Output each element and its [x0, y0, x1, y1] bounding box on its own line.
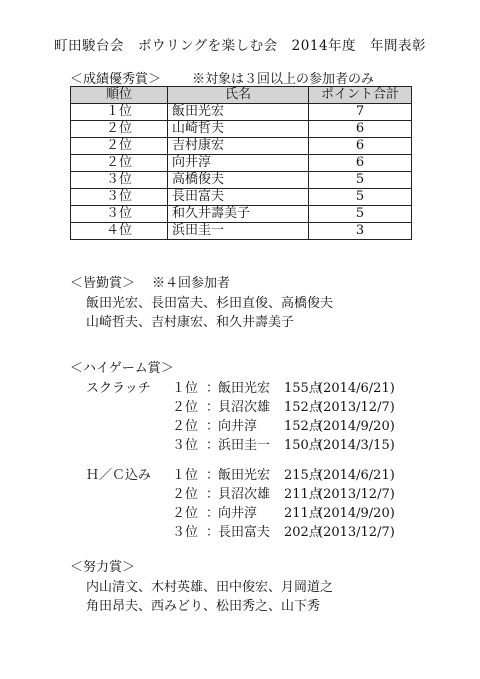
hg-rank: ２位 — [172, 419, 199, 434]
hg-rank: ３位 — [172, 438, 199, 453]
doryoku-heading: ＜努力賞＞ — [70, 560, 136, 575]
table-row — [71, 206, 412, 223]
hg-rank: ３位 — [172, 525, 199, 540]
list-item — [172, 415, 395, 434]
hg-rank: １位 — [172, 381, 199, 396]
list-item — [172, 483, 395, 502]
hg-name: 飯田光宏 — [218, 468, 271, 483]
hg-date: (2014/6/21) — [318, 468, 395, 483]
points-cell: 7 — [309, 104, 412, 121]
hg-rank: ２位 — [172, 400, 199, 415]
hg-name: 飯田光宏 — [218, 381, 271, 396]
col-rank-header: 順位 — [71, 87, 168, 104]
ranking-table — [70, 86, 412, 240]
name-cell: 浜田圭一 — [168, 223, 309, 240]
points-cell: 6 — [309, 138, 412, 155]
table-row — [71, 172, 412, 189]
seiseki-note: ※対象は３回以上の参加者のみ — [192, 72, 375, 87]
hg-score: 150点 — [284, 438, 322, 453]
hg-sep: ： — [206, 438, 220, 453]
list-item — [172, 502, 395, 521]
ranking-header-row — [71, 87, 412, 104]
col-points-header: ポイント合計 — [309, 87, 412, 104]
hg-date: (2014/3/15) — [318, 438, 395, 453]
list-item — [172, 396, 395, 415]
page-title: 町田駿台会 ボウリングを楽しむ会 2014年度 年間表彰 — [53, 38, 427, 54]
hg-name: 長田富夫 — [218, 525, 271, 540]
hg-rank: １位 — [172, 468, 199, 483]
kaikin-line-2: 山崎哲夫、吉村康宏、和久井壽美子 — [86, 315, 295, 330]
rank-cell: ２位 — [71, 138, 168, 155]
doryoku-line-1: 内山清文、木村英雄、田中俊宏、月岡道之 — [86, 580, 334, 595]
hg-sep: ： — [206, 487, 220, 502]
hg-name: 浜田圭一 — [218, 438, 271, 453]
hg-date: (2013/12/7) — [318, 487, 395, 502]
table-row — [71, 121, 412, 138]
rank-cell: ３位 — [71, 189, 168, 206]
table-row — [71, 155, 412, 172]
seiseki-heading: ＜成績優秀賞＞ — [70, 72, 162, 87]
list-item — [172, 521, 395, 540]
hg-date: (2013/12/7) — [318, 525, 395, 540]
rank-cell: ２位 — [71, 155, 168, 172]
hg-score: 211点 — [284, 487, 322, 502]
rank-cell: ４位 — [71, 223, 168, 240]
hg-name: 貝沼次雄 — [218, 400, 271, 415]
hg-sep: ： — [206, 525, 220, 540]
points-cell: 6 — [309, 155, 412, 172]
kaikin-note: ※４回参加者 — [152, 276, 231, 291]
points-cell: 3 — [309, 223, 412, 240]
table-row — [71, 104, 412, 121]
list-item — [172, 464, 395, 483]
hg-rank: ２位 — [172, 487, 199, 502]
list-item — [172, 377, 395, 396]
name-cell: 向井淳 — [168, 155, 309, 172]
points-cell: 5 — [309, 172, 412, 189]
name-cell: 山崎哲夫 — [168, 121, 309, 138]
hg-date: (2014/6/21) — [318, 381, 395, 396]
name-cell: 高橋俊夫 — [168, 172, 309, 189]
name-cell: 吉村康宏 — [168, 138, 309, 155]
points-cell: 5 — [309, 206, 412, 223]
doryoku-line-2: 角田昂夫、西みどり、松田秀之、山下秀 — [86, 599, 321, 614]
name-cell: 長田富夫 — [168, 189, 309, 206]
handicap-label: Ｈ／Ｃ込み — [86, 468, 152, 483]
points-cell: 6 — [309, 121, 412, 138]
hg-score: 152点 — [284, 419, 322, 434]
rank-cell: ２位 — [71, 121, 168, 138]
hg-score: 155点 — [284, 381, 322, 396]
hg-rank: ２位 — [172, 506, 199, 521]
hg-name: 向井淳 — [218, 506, 258, 521]
hg-sep: ： — [206, 506, 220, 521]
hg-score: 211点 — [284, 506, 322, 521]
scratch-label: スクラッチ — [86, 381, 151, 396]
hg-name: 向井淳 — [218, 419, 258, 434]
hg-score: 152点 — [284, 400, 322, 415]
hg-date: (2014/9/20) — [318, 419, 395, 434]
list-item — [172, 434, 395, 453]
hg-name: 貝沼次雄 — [218, 487, 271, 502]
table-row — [71, 189, 412, 206]
table-row — [71, 223, 412, 240]
highgame-heading: ＜ハイゲーム賞＞ — [70, 361, 174, 376]
hg-sep: ： — [206, 400, 220, 415]
kaikin-line-1: 飯田光宏、長田富夫、杉田直俊、高橋俊夫 — [86, 296, 334, 311]
rank-cell: ３位 — [71, 206, 168, 223]
hg-date: (2014/9/20) — [318, 506, 395, 521]
hg-score: 215点 — [284, 468, 322, 483]
name-cell: 飯田光宏 — [168, 104, 309, 121]
table-row — [71, 138, 412, 155]
hg-sep: ： — [206, 381, 220, 396]
rank-cell: ３位 — [71, 172, 168, 189]
kaikin-heading: ＜皆勤賞＞ — [70, 276, 136, 291]
rank-cell: １位 — [71, 104, 168, 121]
points-cell: 5 — [309, 189, 412, 206]
hg-sep: ： — [206, 468, 220, 483]
hg-sep: ： — [206, 419, 220, 434]
hg-score: 202点 — [284, 525, 322, 540]
col-name-header: 氏名 — [168, 87, 309, 104]
hg-date: (2013/12/7) — [318, 400, 395, 415]
name-cell: 和久井壽美子 — [168, 206, 309, 223]
